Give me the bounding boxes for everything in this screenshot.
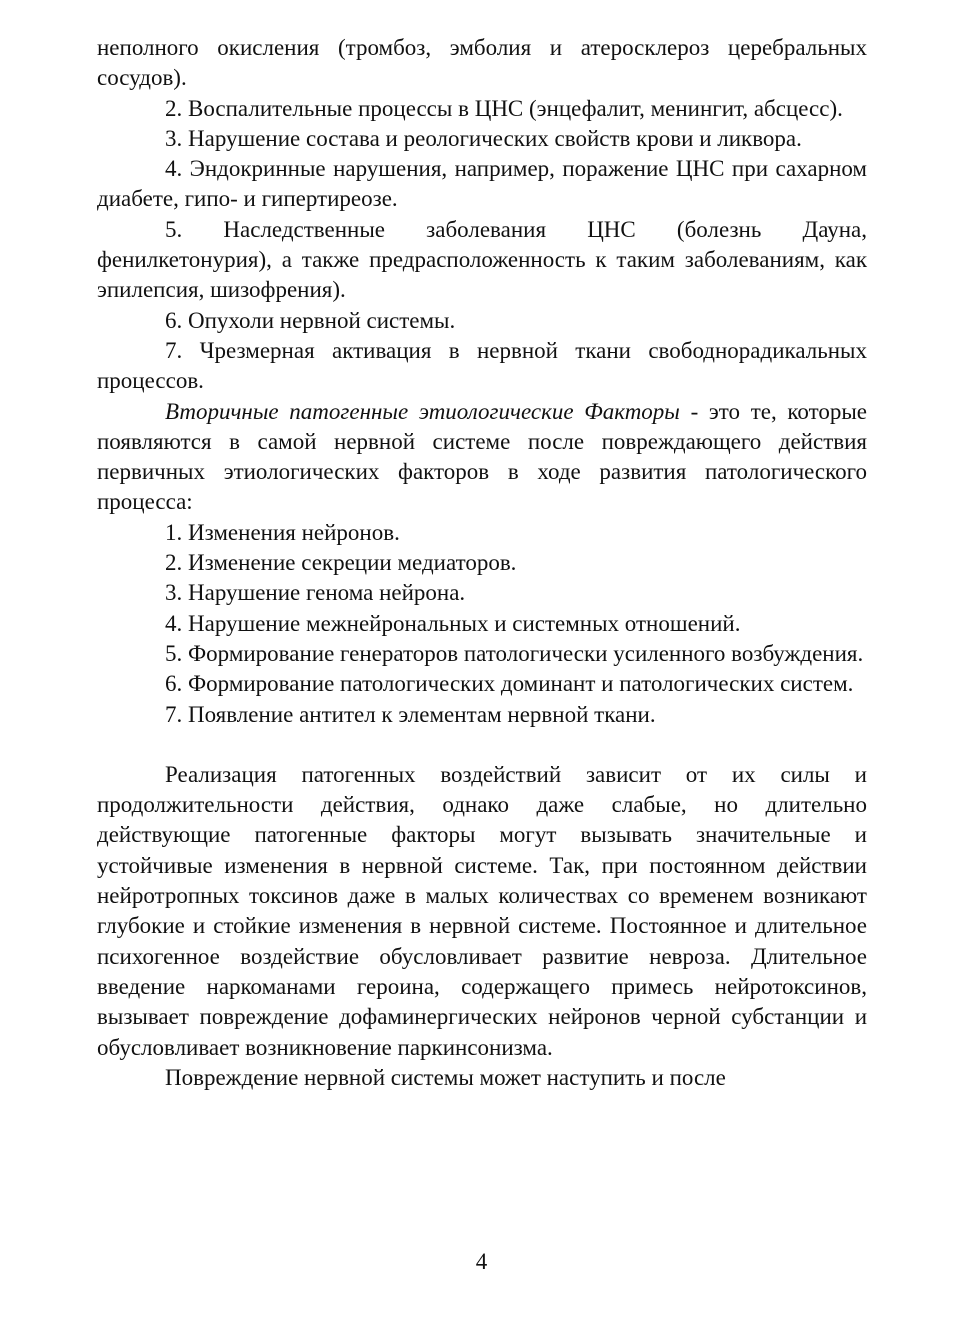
secondary-item-5: 5. Формирование генераторов патологически усиленного возбуждения. bbox=[165, 640, 864, 666]
list-item-free-radicals: 7. Чрезмерная активация в нервной ткани свободнорадикальных процессов. bbox=[97, 337, 867, 394]
secondary-factors-definition: - это те, которые появляются в самой нервной системе после повреждающего действия первичных этиологических факторов в ходе развития патологического процесса: bbox=[97, 398, 867, 515]
secondary-item-6: 6. Формирование патологических доминант и патологических систем. bbox=[165, 671, 854, 697]
page-number: 4 bbox=[475, 1249, 488, 1274]
paragraph-damage: Повреждение нервной системы может наступить и после bbox=[165, 1064, 726, 1090]
secondary-item-2: 2. Изменение секреции медиаторов. bbox=[165, 550, 517, 576]
paragraph-realization: Реализация патогенных воздействий зависит от их силы и продолжительности действия, однако даже слабые, но длительно действующие патогенные факторы могут вызывать значительные и устойчивые изменения в нервной системе. Так, при постоянном действии нейротропных токсинов даже в малых количествах со временем возникают глубокие и стойкие изменения в нервной системе. Постоянное и длительное психогенное воздействие обусловливает развитие невроза. Длительное введение наркоманами героина, содержащего примесь нейротоксинов, вызывает повреждение дофаминергических нейронов черной субстанции и обусловливает возникновение паркинсонизма. bbox=[97, 761, 867, 1060]
secondary-item-7: 7. Появление антител к элементам нервной ткани. bbox=[165, 701, 656, 727]
list-item-inflammation: 2. Воспалительные процессы в ЦНС (энцефалит, менингит, абсцесс). bbox=[165, 95, 843, 121]
list-item-blood: 3. Нарушение состава и реологических свойств крови и ликвора. bbox=[165, 125, 802, 151]
secondary-factors-term: Вторичные патогенные этиологические Факторы bbox=[165, 398, 680, 424]
secondary-factors-paragraph bbox=[97, 397, 867, 518]
paragraph-continuation: неполного окисления (тромбоз, эмболия и атеросклероз церебральных сосудов). bbox=[97, 35, 867, 91]
list-item-hereditary: 5. Наследственные заболевания ЦНС (болезнь Дауна, фенилкетонурия), а также предрасположенность к таким заболеваниям, как эпилепсия, шизофрения). bbox=[97, 216, 867, 303]
secondary-item-4: 4. Нарушение межнейрональных и системных отношений. bbox=[165, 610, 741, 636]
list-item-endocrine: 4. Эндокринные нарушения, например, поражение ЦНС при сахарном диабете, гипо- и гипертиреозе. bbox=[97, 156, 867, 212]
secondary-item-3: 3. Нарушение генома нейрона. bbox=[165, 580, 466, 606]
secondary-item-1: 1. Изменения нейронов. bbox=[165, 519, 400, 545]
list-item-tumors: 6. Опухоли нервной системы. bbox=[165, 307, 456, 333]
document-page bbox=[97, 33, 867, 1093]
blank-line bbox=[97, 730, 867, 760]
